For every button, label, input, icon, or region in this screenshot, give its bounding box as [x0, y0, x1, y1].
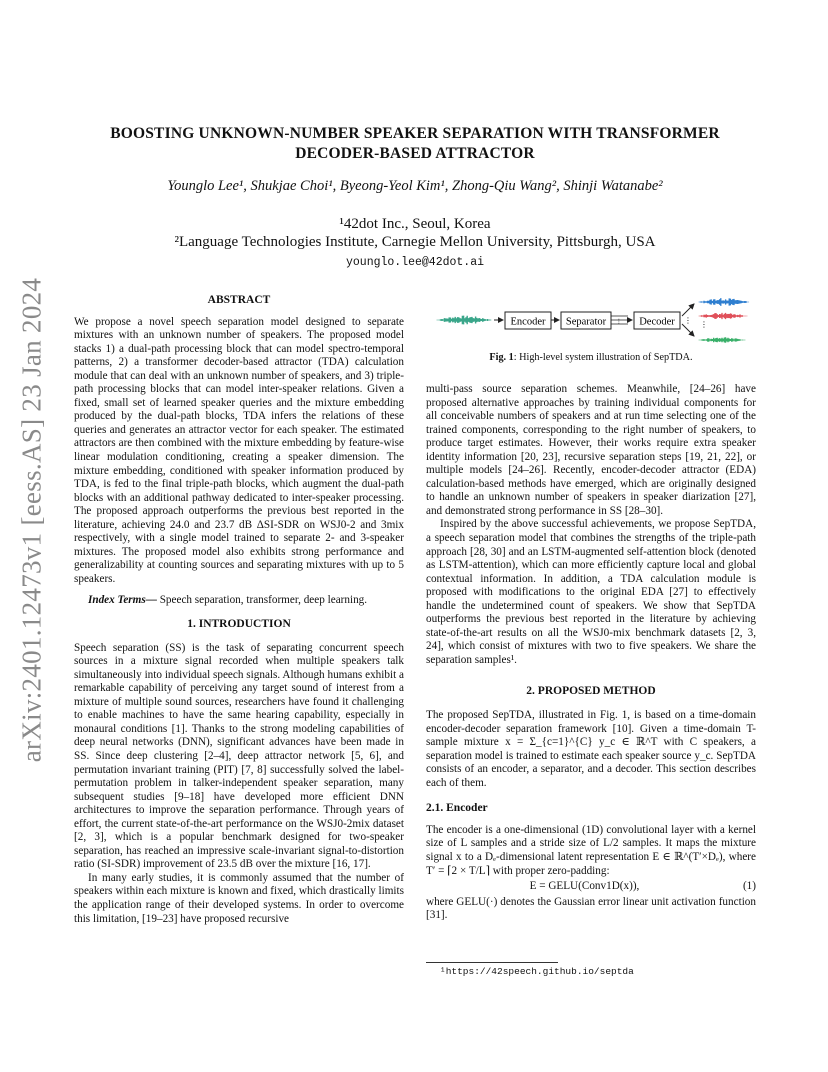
separator-block	[561, 312, 611, 329]
separator-label: Separator	[565, 316, 607, 328]
vertical-ellipsis-icon: ⋮	[684, 316, 692, 325]
intro-heading: 1. INTRODUCTION	[187, 618, 291, 631]
author-email[interactable]: younglo.lee@42dot.ai	[345, 256, 485, 269]
method-paragraph-1: The proposed SepTDA, illustrated in Fig. 1, is based on a time-domain encoder-decoder separation framework [10]. Given a time-domain T-sample mixture x = Σ_{c=1}^{C} y_c ∈ ℝ^T with C speakers, a separation model is trained to estimate each speaker source y_c. SepTDA consists of an encoder, a separator, and a decoder. This section describes each of them.	[426, 709, 756, 789]
footnote-rule	[426, 962, 558, 963]
figure-label: Fig. 1	[489, 352, 514, 363]
index-terms-text: Speech separation, transformer, deep learning.	[156, 594, 368, 607]
right-paragraph-1: multi-pass source separation schemes. Meanwhile, [24–26] have proposed alternative approaches by training individual components for all conceivable numbers of speakers and at run time selecting one of the trained components, corresponding to the right number of speakers, to produce target estimates. However, their works require extra speaker identity information [20, 23], recursive separation steps [19, 21, 22], or multiple models [24–26]. Recently, encoder-decoder attractor (EDA) calculation-based methods have emerged, which are originally designed to handle an unknown number of speakers in speaker diarization [27], and demonstrated strong performance in SS [28–30].	[426, 383, 756, 517]
encoder-block	[505, 312, 551, 329]
mixture-waveform-icon	[436, 316, 491, 325]
affiliation-1: ¹42dot Inc., Seoul, Korea	[339, 216, 491, 232]
intro-paragraph-1: Speech separation (SS) is the task of separating concurrent speech sources in a mixture signal recorded when multiple speakers talk simultaneously into individual speech signals. Although humans exhibit a remarkable capability of perceiving any target sound of interest from a mixture of multiple sound sources, researchers have found it challenging to enable machines to have the same hearing capability, especially in monaural conditions [1]. Thanks to the strong modeling capabilities of deep neural networks (DNN), significant advances have been made in SS. Since deep clustering [2–4], deep attractor network [5, 6], and permutation invariant training (PIT) [7, 8] successfully solved the label-permutation problem in talker-independent speaker separation, many subsequent studies [9–18] have developed more efficient DNN architectures to improve the separation performance. Through years of effort, the current state-of-the-art performance on the WSJ0-2mix dataset [2, 3], which is a popular benchmark designed for two-speaker separation, has reached an impressive scale-invariant signal-to-distortion ratio (SI-SDR) improvement of 23.5 dB over the mixture [16, 17].	[74, 641, 404, 871]
author-list: Younglo Lee¹, Shukjae Choi¹, Byeong-Yeol Kim¹, Zhong-Qiu Wang², Shinji Watanabe²	[167, 178, 663, 194]
abstract-text: We propose a novel speech separation model designed to separate mixtures with an unknown number of speakers. The proposed model stacks 1) a dual-path processing block that can model spectro-temporal patterns, 2) a transformer decoder-based attractor (TDA) calculation module that can deal with an unknown number of speakers, and 3) triple-path processing blocks that can model inter-speaker relations. Given a fixed, small set of learned speaker queries and the mixture embedding produced by the dual-path blocks, TDA infers the relations of these queries and generates an attractor vector for each speaker. The estimated attractors are then combined with the mixture embedding by feature-wise linear modulation conditioning, creating a speaker dimension. The mixture embedding, conditioned with speaker information produced by TDA, is fed to the final triple-path blocks, which augment the dual-path blocks with an additional pathway dedicated to inter-speaker processing. The proposed approach outperforms the previous best reported in the literature, achieving 24.0 and 23.7 dB ΔSI-SDR on WSJ0-2 and 3mix respectively, with a single model trained to separate 2- and 3-speaker mixtures. The proposed model also exhibits strong performance and generalizability at counting sources and separating mixtures with up to 5 speakers.	[74, 315, 404, 585]
equation-1	[426, 880, 756, 894]
arxiv-id: arXiv:2401.12473v1 [eess.AS] 23 Jan 2024	[16, 277, 47, 763]
encoder-paragraph-1: The encoder is a one-dimensional (1D) convolutional layer with a kernel size of L samples and a stride size of L/2 samples. It maps the mixture signal x to a Dₑ-dimensional latent representation E ∈ ℝ^(T′×Dₑ), where T′ = ⌈2 × T/L⌉ with proper zero-padding:	[426, 823, 756, 877]
output-waveform-2-icon	[698, 313, 747, 319]
arrow-icon	[682, 304, 694, 316]
encoder-label: Encoder	[510, 316, 546, 328]
encoder-paragraph-2: where GELU(·) denotes the Gaussian error linear unit activation function [31].	[426, 895, 756, 922]
index-terms-label: Index Terms—	[88, 594, 157, 607]
right-paragraph-2: Inspired by the above successful achievements, we propose SepTDA, a speech separation model that combines the strengths of the triple-path approach [28, 30] and an LSTM-augmented self-attention block (denoted as LSTM-attention), which can more efficiently capture local and global contextual information. In addition, a TDA calculation module is proposed with modifications to the original EDA [27] to effectively handle the undetermined count of speakers. We show that SepTDA outperforms the previous best reported in the literature by achieving state-of-the-art results on all the WSJ0-mix benchmark datasets [2, 3, 24], which consist of mixtures with two to five speakers. We share the separation samples¹.	[426, 518, 756, 666]
paper-title: BOOSTING UNKNOWN-NUMBER SPEAKER SEPARATION WITH TRANSFORMER DECODER-BASED ATTRACTOR	[110, 125, 720, 162]
svg-text:⋮: ⋮	[616, 318, 622, 325]
figure-caption	[426, 352, 756, 363]
output-waveform-1-icon	[698, 298, 750, 306]
equation-body: E = GELU(Conv1D(x)),	[529, 880, 640, 893]
method-heading: 2. PROPOSED METHOD	[526, 685, 656, 698]
vertical-ellipsis-icon: ⋮	[700, 320, 708, 329]
output-waveform-3-icon	[698, 337, 745, 342]
equation-number: (1)	[742, 880, 756, 893]
figure-1	[432, 290, 752, 350]
encoder-heading: 2.1. Encoder	[426, 802, 488, 815]
index-terms	[74, 594, 404, 608]
affiliation-2: ²Language Technologies Institute, Carnegie Mellon University, Pittsburgh, USA	[174, 234, 656, 250]
arrow-icon	[682, 324, 694, 336]
right-column	[426, 383, 756, 923]
decoder-label: Decoder	[639, 316, 675, 328]
figure-caption-text: : High-level system illustration of SepTDA.	[513, 352, 693, 363]
system-diagram	[432, 290, 752, 350]
speaker-stack-icon	[611, 316, 628, 325]
intro-paragraph-2: In many early studies, it is commonly assumed that the number of speakers within each mixture is known and fixed, which drastically limits the application range of their developed systems. In order to overcome this limitation, [19–23] have proposed recursive	[74, 871, 404, 925]
arxiv-stamp	[12, 277, 52, 763]
abstract-heading: ABSTRACT	[207, 294, 271, 306]
footnote[interactable]: ¹https://42speech.github.io/septda	[440, 966, 634, 977]
decoder-block	[634, 312, 680, 329]
left-column	[74, 294, 404, 926]
